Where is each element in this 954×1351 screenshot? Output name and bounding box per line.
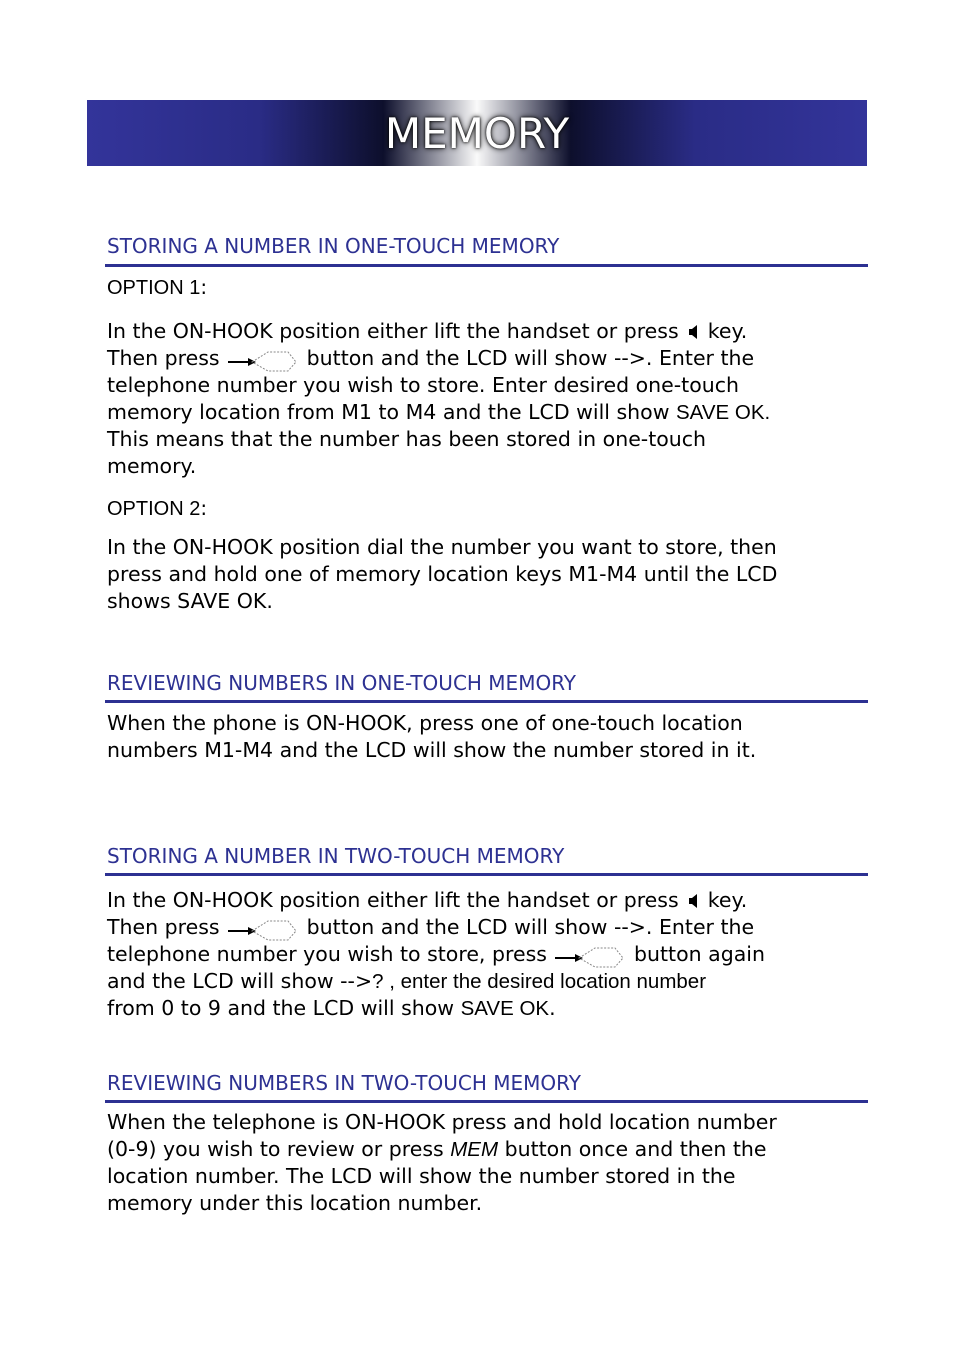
page-title: MEMORY (384, 108, 570, 158)
two-touch-review-text: When the telephone is ON-HOOK press and hold location number (0-9) you wish to review or press MEM button once and then the location number. The LCD will show the number stored in the memory under this location number. (107, 1110, 777, 1215)
mem-key-label: MEM (450, 1138, 499, 1161)
speaker-icon (687, 324, 699, 340)
divider (105, 1100, 868, 1103)
option-2-text: In the ON-HOOK position dial the number you want to store, then press and hold one of memory location keys M1-M4 until the LCD shows SAVE OK. (107, 535, 778, 613)
divider (105, 700, 868, 703)
option-1-label: OPTION 1: (107, 275, 208, 299)
arrow-button-icon (553, 947, 627, 969)
one-touch-review-text: When the phone is ON-HOOK, press one of one-touch location numbers M1-M4 and the LCD will show the number stored in it. (107, 711, 757, 762)
section-heading-one-touch-store: STORING A NUMBER IN ONE-TOUCH MEMORY (107, 234, 560, 258)
divider (105, 264, 868, 267)
arrow-button-icon (226, 351, 300, 373)
section-heading-two-touch-review: REVIEWING NUMBERS IN TWO-TOUCH MEMORY (107, 1071, 581, 1095)
speaker-icon (687, 893, 699, 909)
option-2-label: OPTION 2: (107, 496, 208, 520)
section-heading-one-touch-review: REVIEWING NUMBERS IN ONE-TOUCH MEMORY (107, 671, 577, 695)
page-banner (87, 100, 867, 166)
divider (105, 873, 868, 876)
two-touch-store-text: In the ON-HOOK position either lift the handset or press key. Then press button and the LCD will show -->. Enter the telephone number you wish to store, press button again and the LCD will show -->? , enter the desired location number from 0 to 9 and the LCD will show SAVE OK. (107, 888, 765, 1020)
section-heading-two-touch-store: STORING A NUMBER IN TWO-TOUCH MEMORY (107, 844, 565, 868)
option-1-text: In the ON-HOOK position either lift the handset or press key. Then press button and the LCD will show -->. Enter the telephone number you wish to store. Enter desired one-touch memory location from M1 to M4 and the LCD will show SAVE OK. This means that the number has been stored in one-touch memory. (107, 319, 771, 478)
arrow-button-icon (226, 920, 300, 942)
